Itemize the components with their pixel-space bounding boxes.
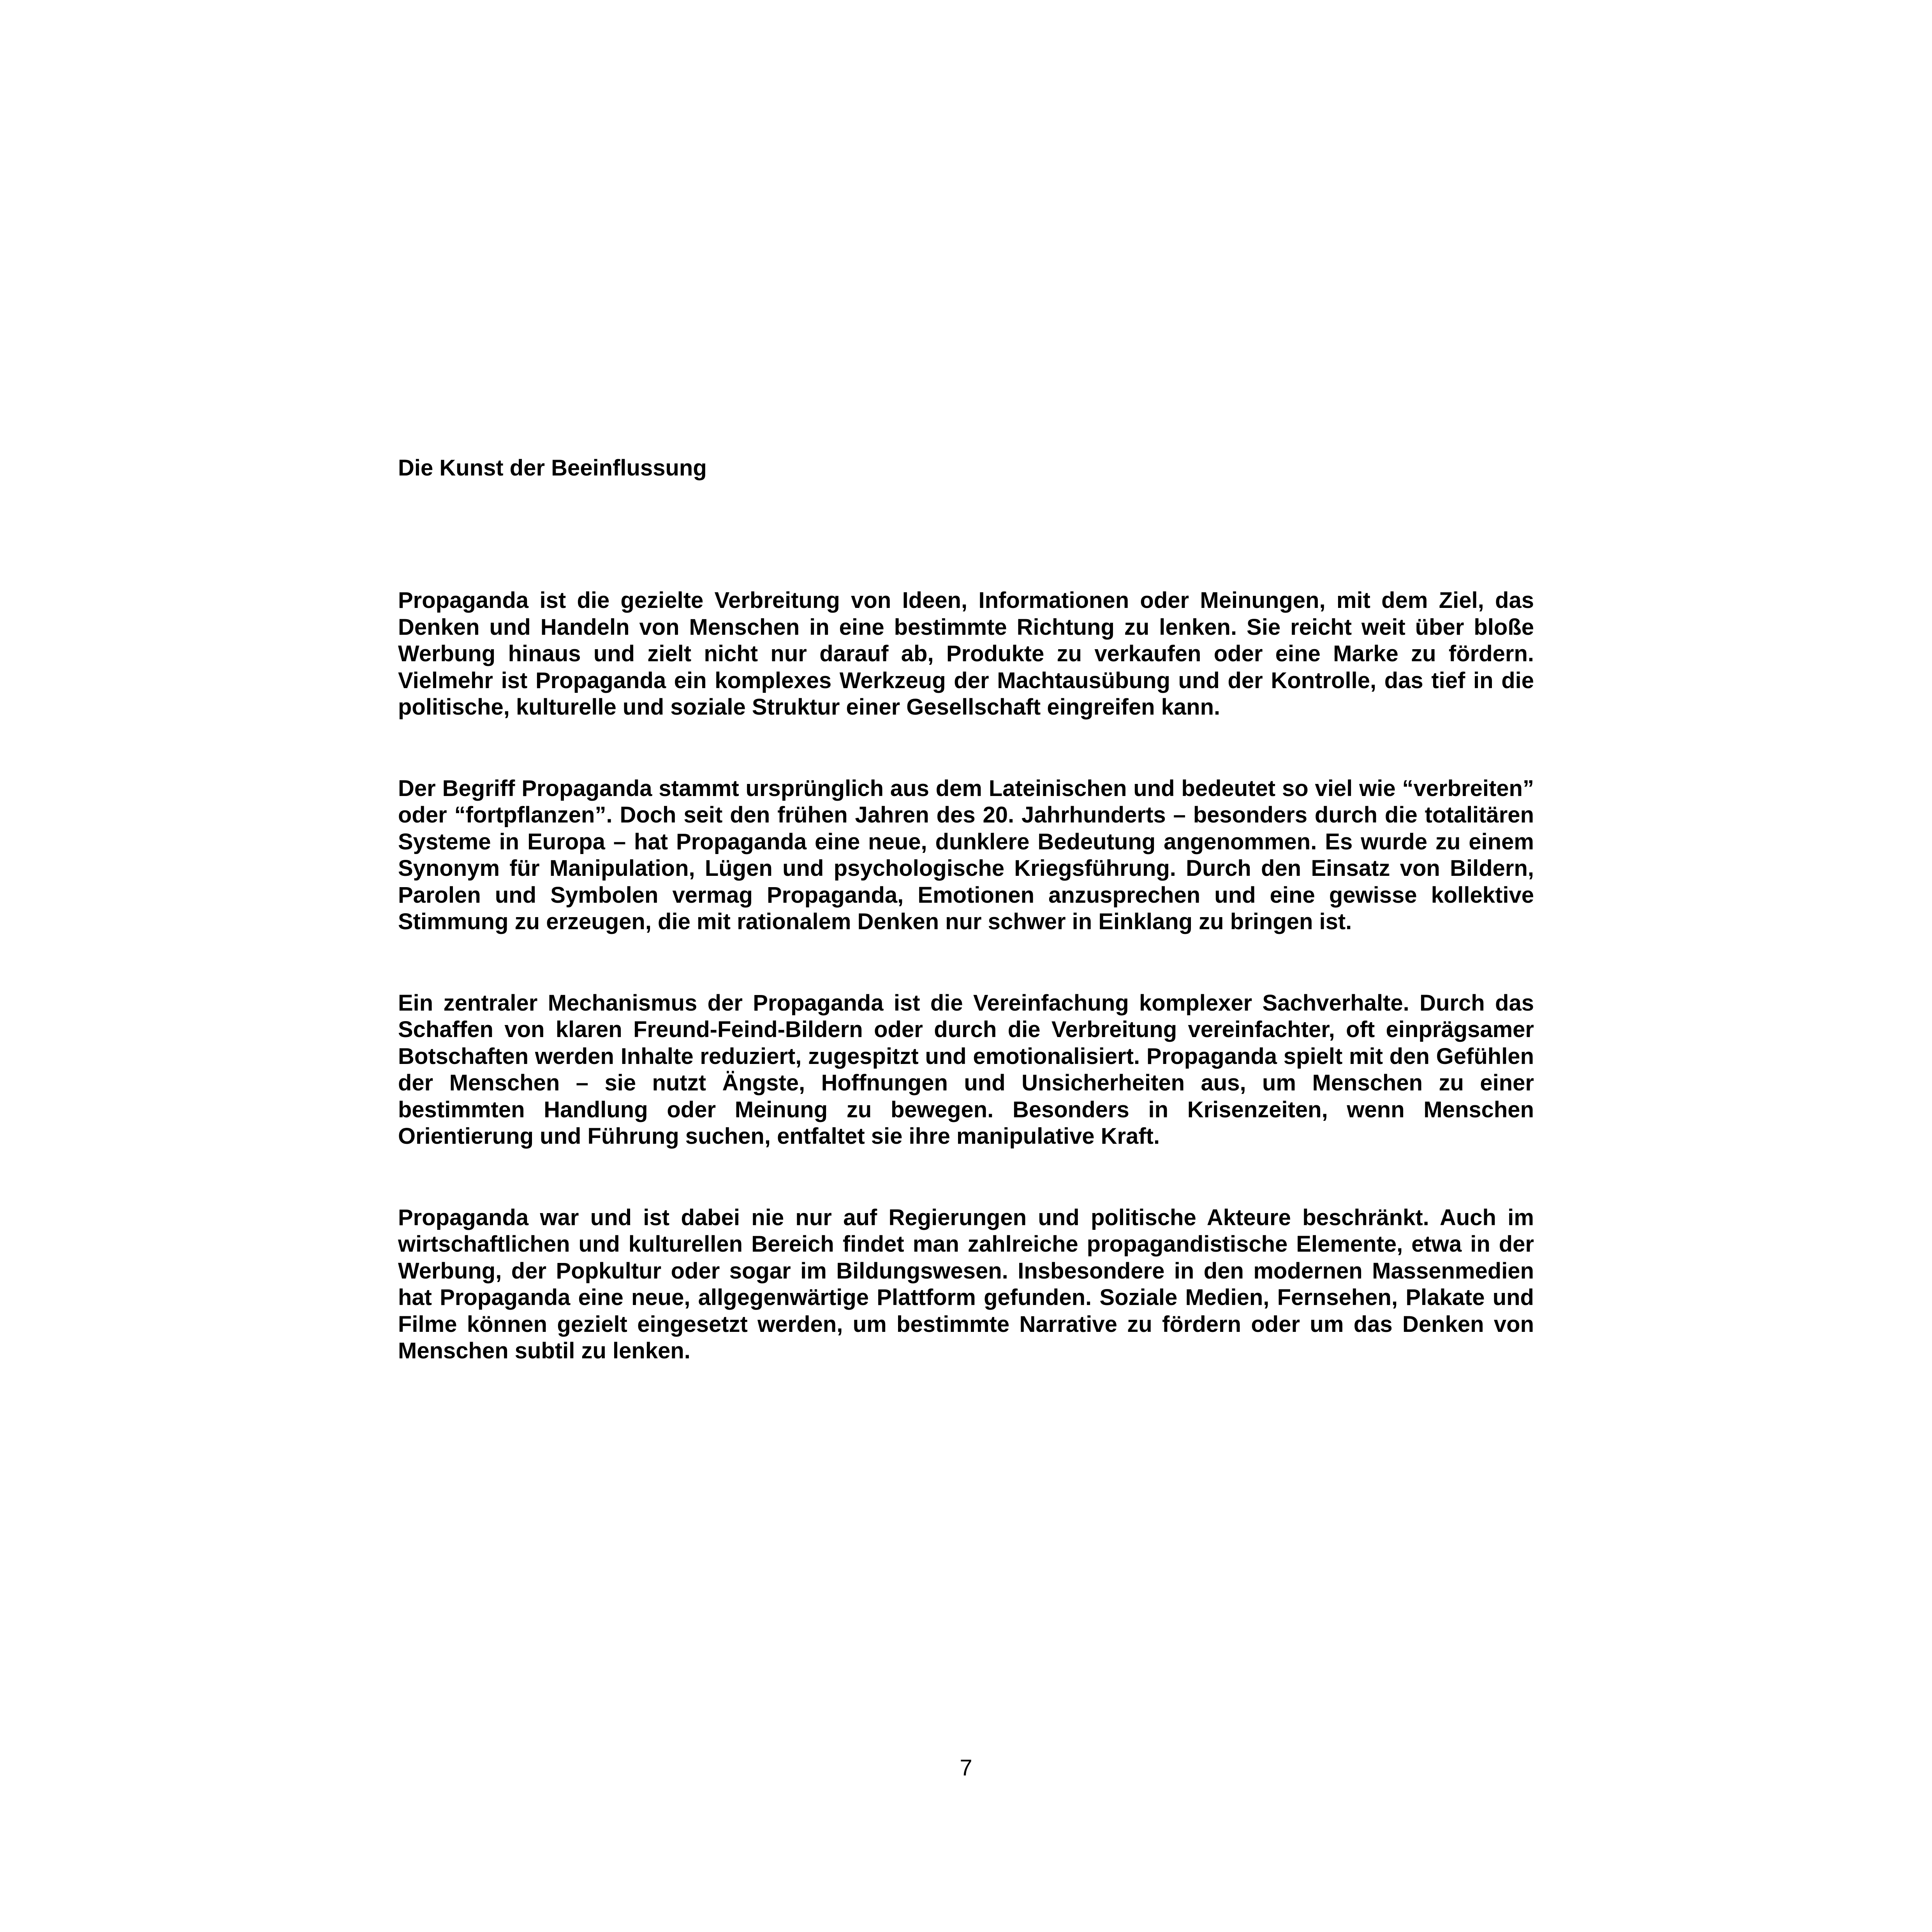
paragraph: Der Begriff Propaganda stammt ursprünglich aus dem Lateinischen und bedeutet so viel wie “verbreiten” oder “fortpflanzen”. Doch seit den frühen Jahren des 20. Jahrhunderts – besonders durch die totalitären Systeme in Europa – hat Propaganda eine neue, dunklere Bedeutung angenommen. Es wurde zu einem Synonym für Manipulation, Lügen und psychologische Kriegsführung. Durch den Einsatz von Bildern, Parolen und Symbolen vermag Propaganda, Emotionen anzusprechen und eine gewisse kollektive Stimmung zu erzeugen, die mit rationalem Denken nur schwer in Einklang zu bringen ist. bbox=[398, 775, 1534, 934]
page-title: Die Kunst der Beeinflussung bbox=[398, 455, 707, 481]
paragraph: Propaganda ist die gezielte Verbreitung von Ideen, Informationen oder Meinungen, mit dem Ziel, das Denken und Handeln von Menschen in eine bestimmte Richtung zu lenken. Sie reicht weit über bloße Werbung hinaus und zielt nicht nur darauf ab, Produkte zu verkaufen oder eine Marke zu fördern. Vielmehr ist Propaganda ein komplexes Werkzeug der Machtausübung und der Kontrolle, das tief in die politische, kulturelle und soziale Struktur einer Gesellschaft eingreifen kann. bbox=[398, 588, 1534, 720]
page-number: 7 bbox=[960, 1755, 972, 1781]
body-text bbox=[398, 587, 1534, 1419]
paragraph: Ein zentraler Mechanismus der Propaganda ist die Vereinfachung komplexer Sachverhalte. Durch das Schaffen von klaren Freund-Feind-Bildern oder durch die Verbreitung vereinfachter, oft einprägsamer Botschaften werden Inhalte reduziert, zugespitzt und emotionalisiert. Propaganda spielt mit den Gefühlen der Menschen – sie nutzt Ängste, Hoffnungen und Unsicherheiten aus, um Menschen zu einer bestimmten Handlung oder Meinung zu bewegen. Besonders in Krisenzeiten, wenn Menschen Orientierung und Führung suchen, entfaltet sie ihre manipulative Kraft. bbox=[398, 990, 1534, 1149]
paragraph: Propaganda war und ist dabei nie nur auf Regierungen und politische Akteure beschränkt. Auch im wirtschaftlichen und kulturellen Bereich findet man zahlreiche propagandistische Elemente, etwa in der Werbung, der Popkultur oder sogar im Bildungswesen. Insbesondere in den modernen Massenmedien hat Propaganda eine neue, allgegenwärtige Plattform gefunden. Soziale Medien, Fernsehen, Plakate und Filme können gezielt eingesetzt werden, um bestimmte Narrative zu fördern oder um das Denken von Menschen subtil zu lenken. bbox=[398, 1205, 1534, 1363]
